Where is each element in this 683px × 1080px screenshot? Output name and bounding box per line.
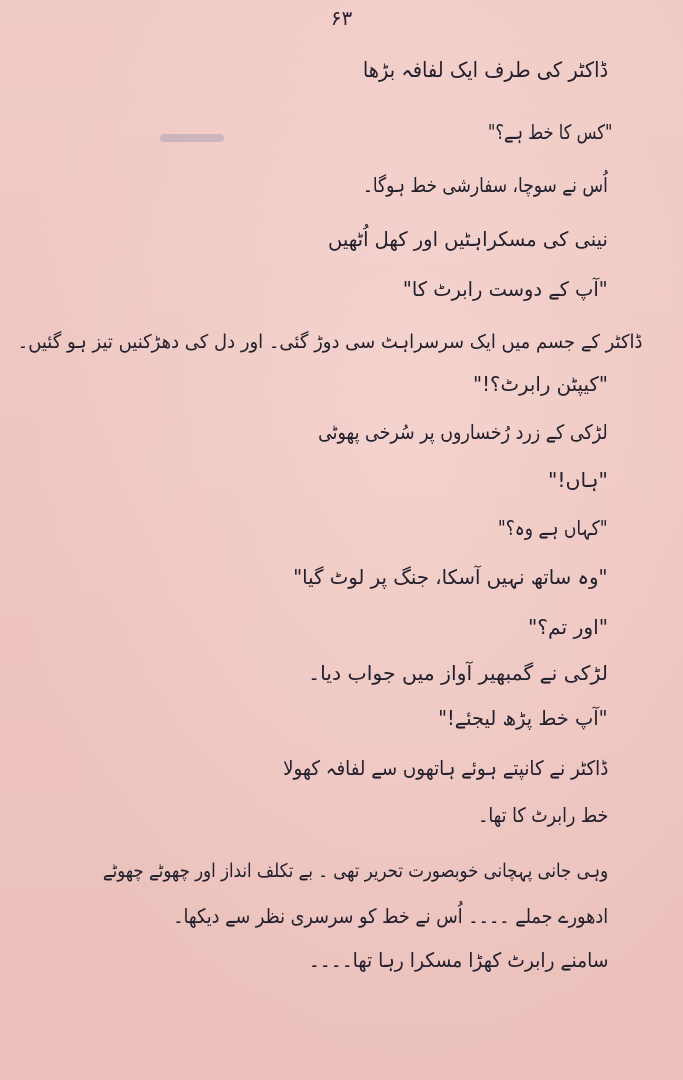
text-line-17: وہی جانی پہچانی خوبصورت تحریر تھی ۔ بے تکلف انداز اور چھوٹے چھوٹے [102,860,608,882]
text-line-19: سامنے رابرٹ کھڑا مسکرا رہا تھا۔۔۔۔ [308,948,608,972]
text-line-3: اُس نے سوچا، سفارشی خط ہوگا۔ [363,173,608,197]
text-line-4: نینی کی مسکراہٹیں اور کھل اُٹھیں [328,227,608,251]
text-line-18: ادھورے جملے ۔۔۔۔ اُس نے خط کو سرسری نظر سے دیکھا۔ [173,904,608,928]
text-line-2: "کس کا خط ہے؟" [488,120,613,144]
text-line-14: "آپ خط پڑھ لیجئے!" [438,706,608,730]
text-line-1: ڈاکٹر کی طرف ایک لفافہ بڑھا [362,58,608,82]
text-line-10: "کہاں ہے وہ؟" [498,516,608,540]
text-line-5: "آپ کے دوست رابرٹ کا" [403,277,608,301]
page-number: ۶۳ [330,6,353,30]
text-line-11: "وہ ساتھ نہیں آسکا، جنگ پر لوٹ گیا" [293,565,608,589]
text-line-9: "ہاں!" [548,468,608,492]
text-line-7: "کیپٹن رابرٹ؟!" [473,372,608,396]
text-line-8: لڑکی کے زرد رُخساروں پر سُرخی پھوٹی [318,420,608,444]
text-line-12: "اور تم؟" [527,615,608,639]
text-line-15: ڈاکٹر نے کانپتے ہوئے ہاتھوں سے لفافہ کھولا [282,756,608,780]
text-line-13: لڑکی نے گمبھیر آواز میں جواب دیا۔ [308,661,608,685]
text-line-6: ڈاکٹر کے جسم میں ایک سرسراہٹ سی دوڑ گئی۔ اور دل کی دھڑکنیں تیز ہو گئیں۔ [18,331,643,353]
text-line-16: خط رابرٹ کا تھا۔ [477,803,608,827]
ink-smudge [160,134,224,142]
